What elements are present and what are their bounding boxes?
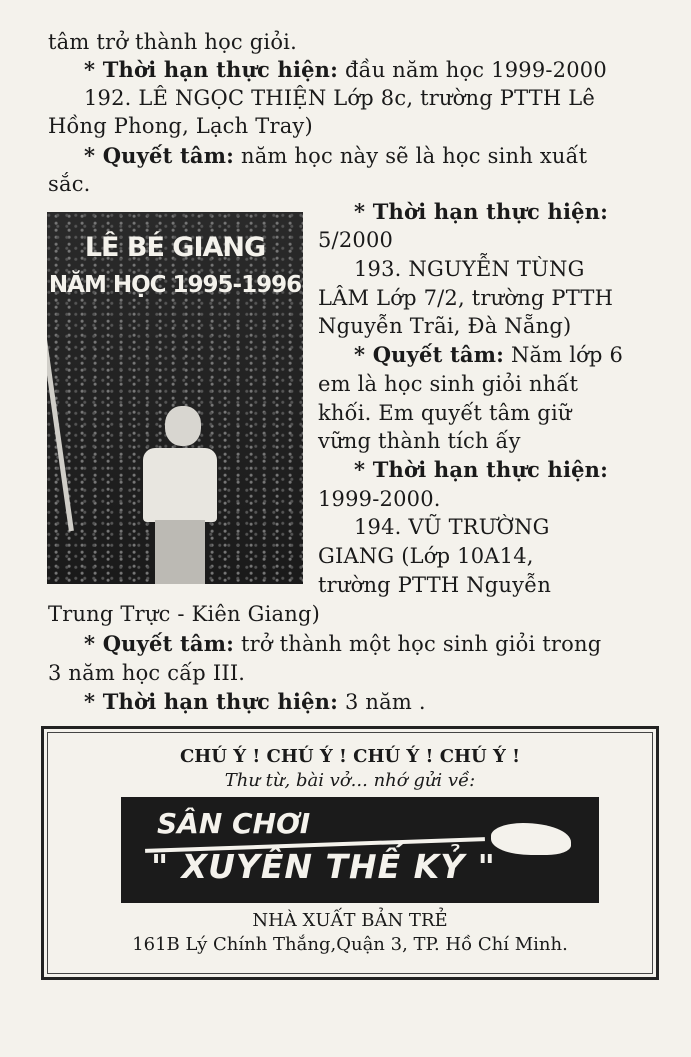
banner-subtitle: " XUYÊN THẾ KỶ ": [151, 847, 496, 886]
photo-caption-name: LÊ BÉ GIANG: [84, 232, 266, 263]
text-line: vững thành tích ấy: [318, 429, 521, 453]
text-line: * Thời hạn thực hiện: 3 năm .: [84, 689, 426, 714]
text-line: 3 năm học cấp III.: [48, 661, 246, 685]
banner-figure: [491, 823, 571, 855]
text-line: trường PTTH Nguyễn: [318, 573, 552, 597]
text-line: khối. Em quyết tâm giữ: [318, 401, 572, 425]
text-line: 1999-2000.: [318, 487, 441, 511]
notice-box: [41, 726, 659, 980]
text-line: * Quyết tâm: trở thành một học sinh giỏi trong: [84, 631, 602, 656]
text-line: Trung Trực - Kiên Giang): [48, 602, 320, 626]
photo-caption-year: NĂM HỌC 1995-1996: [48, 272, 302, 298]
text-line: sắc.: [48, 172, 91, 196]
notice-heading: CHÚ Ý ! CHÚ Ý ! CHÚ Ý ! CHÚ Ý !: [179, 746, 521, 767]
text-line: GIANG (Lớp 10A14,: [318, 544, 534, 568]
text-line: LÂM Lớp 7/2, trường PTTH: [318, 286, 614, 310]
playground-banner: [121, 797, 599, 903]
photo-boy-legs: [155, 520, 205, 584]
publisher-address: 161B Lý Chính Thắng,Quận 3, TP. Hồ Chí Minh.: [132, 934, 568, 955]
text-line: tâm trở thành học giỏi.: [48, 30, 297, 54]
text-line: Nguyễn Trãi, Đà Nẵng): [318, 314, 572, 338]
photo-boy-body: [143, 448, 217, 522]
student-photo: [47, 212, 303, 584]
photo-streak: [47, 333, 74, 532]
entry-heading: 192. LÊ NGỌC THIỆN Lớp 8c, trường PTTH Lê: [84, 86, 596, 110]
text-line: * Quyết tâm: Năm lớp 6: [354, 342, 624, 367]
text-line: * Quyết tâm: năm học này sẽ là học sinh xuất: [84, 143, 588, 168]
banner-title: SÂN CHƠI: [157, 807, 311, 840]
text-line: * Thời hạn thực hiện: đầu năm học 1999-2000: [84, 57, 607, 82]
notice-subheading: Thư từ, bài vở... nhớ gửi về:: [224, 770, 476, 791]
entry-heading: 193. NGUYỄN TÙNG: [354, 257, 585, 281]
publisher-name: NHÀ XUẤT BẢN TRẺ: [252, 910, 448, 931]
entry-heading: 194. VŨ TRƯỜNG: [354, 515, 550, 539]
text-line: Hồng Phong, Lạch Tray): [48, 114, 313, 138]
text-line: 5/2000: [318, 228, 394, 252]
text-line: * Thời hạn thực hiện:: [354, 199, 609, 224]
text-line: em là học sinh giỏi nhất: [318, 372, 579, 396]
photo-boy-head: [165, 406, 201, 446]
text-line: * Thời hạn thực hiện:: [354, 457, 609, 482]
